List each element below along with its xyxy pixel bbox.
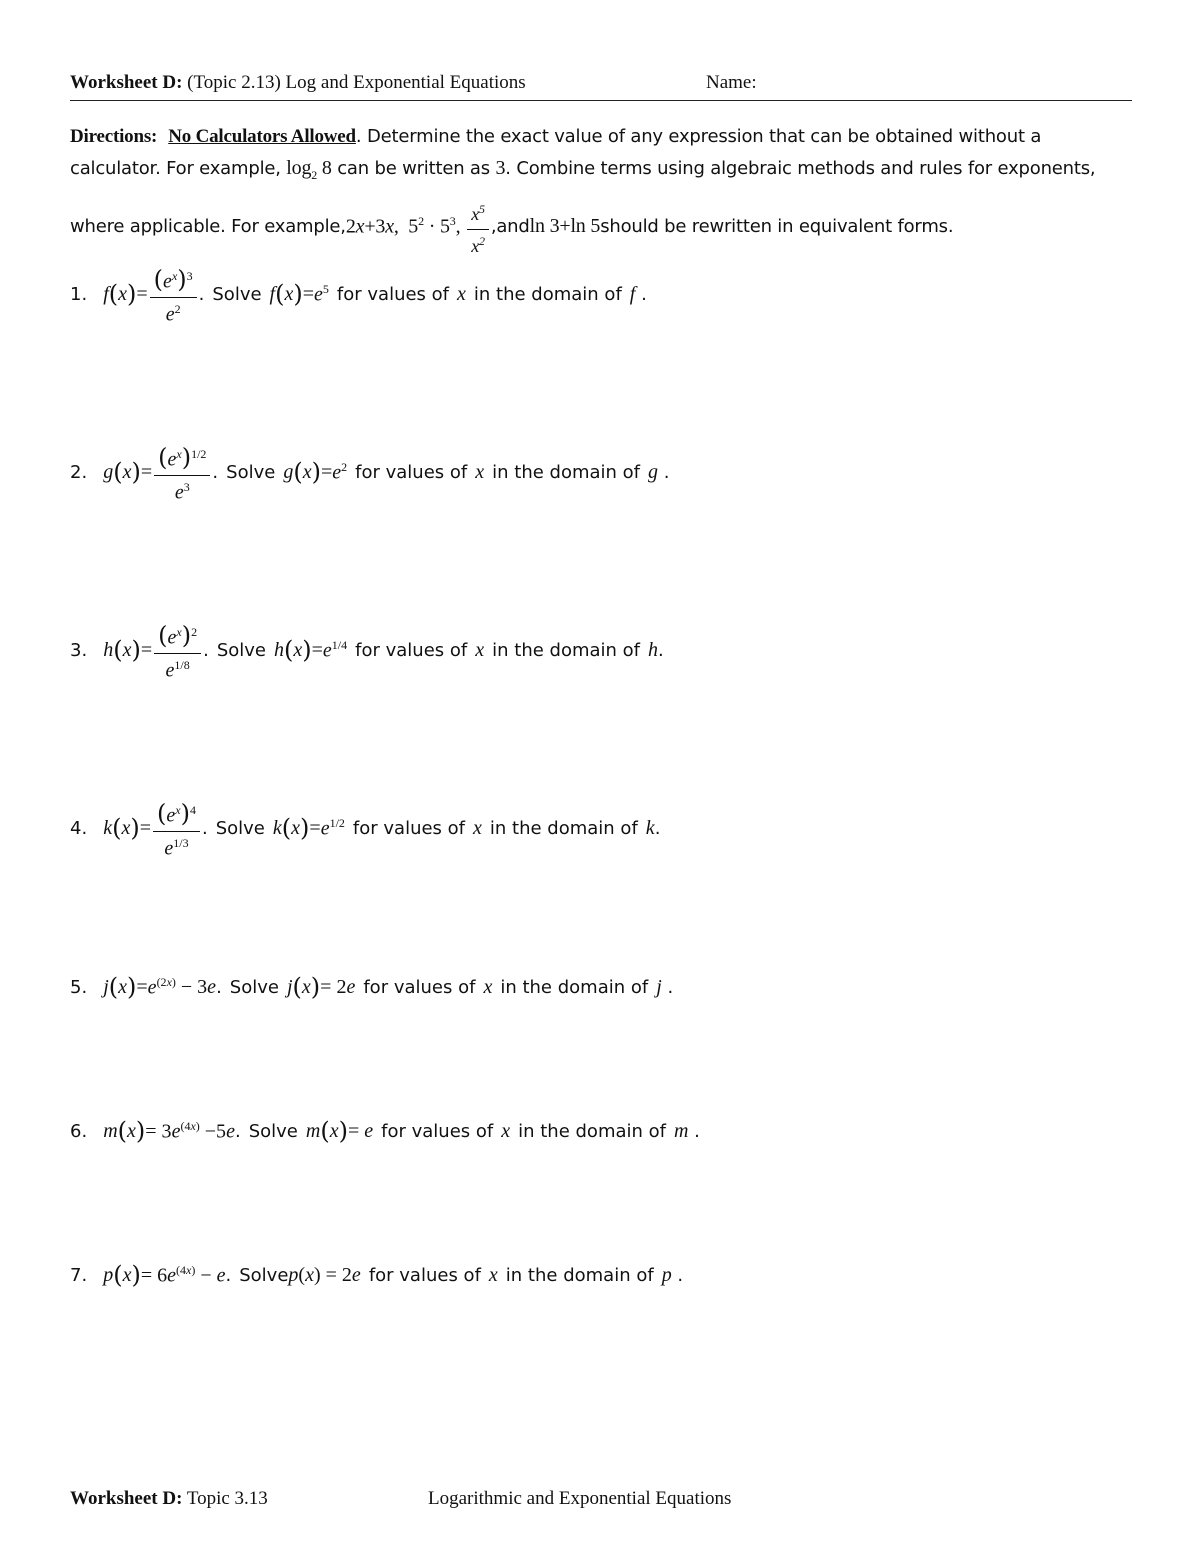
directions-line-2: calculator. For example, $\log_2 8$ can be written as 3. Combine terms using algebraic methods and rules for exponents,: [70, 157, 1096, 182]
worksheet-title: Worksheet D: (Topic 2.13) Log and Exponential Equations: [70, 72, 526, 93]
problem-number: 1.: [70, 283, 88, 305]
problem-number: 5.: [70, 976, 88, 998]
problem-2: 2. g ( x ) = $\frac{(e^x)^{1/2}}{e^3}$ . Solve g ( x ) = $e^2$ for values of x in the domain of g .: [70, 441, 1070, 511]
problem-6: 6. m ( x ) = $3e^{(4x)} -5e$ . Solve m ( x ) = e for values of x in the domain of m .: [70, 1117, 700, 1145]
name-field-label: Name:: [706, 72, 757, 93]
example-fraction: $\frac{x^5}{x^2}$: [467, 196, 489, 257]
footer-title: Logarithmic and Exponential Equations: [428, 1488, 732, 1509]
problem-number: 2.: [70, 461, 88, 483]
problem-number: 3.: [70, 639, 88, 661]
problem-number: 6.: [70, 1120, 88, 1142]
worksheet-header: [70, 72, 1132, 101]
footer-topic: Worksheet D: Topic 3.13: [70, 1488, 268, 1509]
problem-7: 7. p ( x ) = $6e^{(4x)} - e$ . Solve p(x) = 2e for values of x in the domain of p .: [70, 1261, 684, 1289]
problem-number: 7.: [70, 1264, 88, 1286]
problem-4: 4. k ( x ) = $\frac{(e^x)^4}{e^{1/3}}$ . Solve k ( x ) = $e^{1/2}$ for values of x in the domain of k .: [70, 797, 1070, 867]
problem-3: 3. h ( x ) = $\frac{(e^x)^2}{e^{1/8}}$ . Solve h ( x ) = $e^{1/4}$ for values of x in the domain of h .: [70, 619, 1070, 689]
problem-number: 4.: [70, 817, 88, 839]
problem-5: 5. j ( x ) = $e^{(2x)}$ − 3e . Solve j ( x ) = 2e for values of x in the domain of j .: [70, 973, 674, 1001]
directions-line-1: Directions: No Calculators Allowed. Determine the exact value of any expression that can be obtained without a: [70, 126, 1042, 147]
problem-1: 1. f ( x ) = $\frac{(e^x)^3}{e^2}$ . Solve f ( x ) = $e^5$ for values of x in the domain of f .: [70, 263, 1070, 333]
directions-line-3: where applicable. For example, 2x+3x, $5^2 \cdot 5^3$, $\frac{x^5}{x^2}$ , and ln 3+ln 5 should be rewritten in equivalent forms.: [70, 196, 953, 257]
